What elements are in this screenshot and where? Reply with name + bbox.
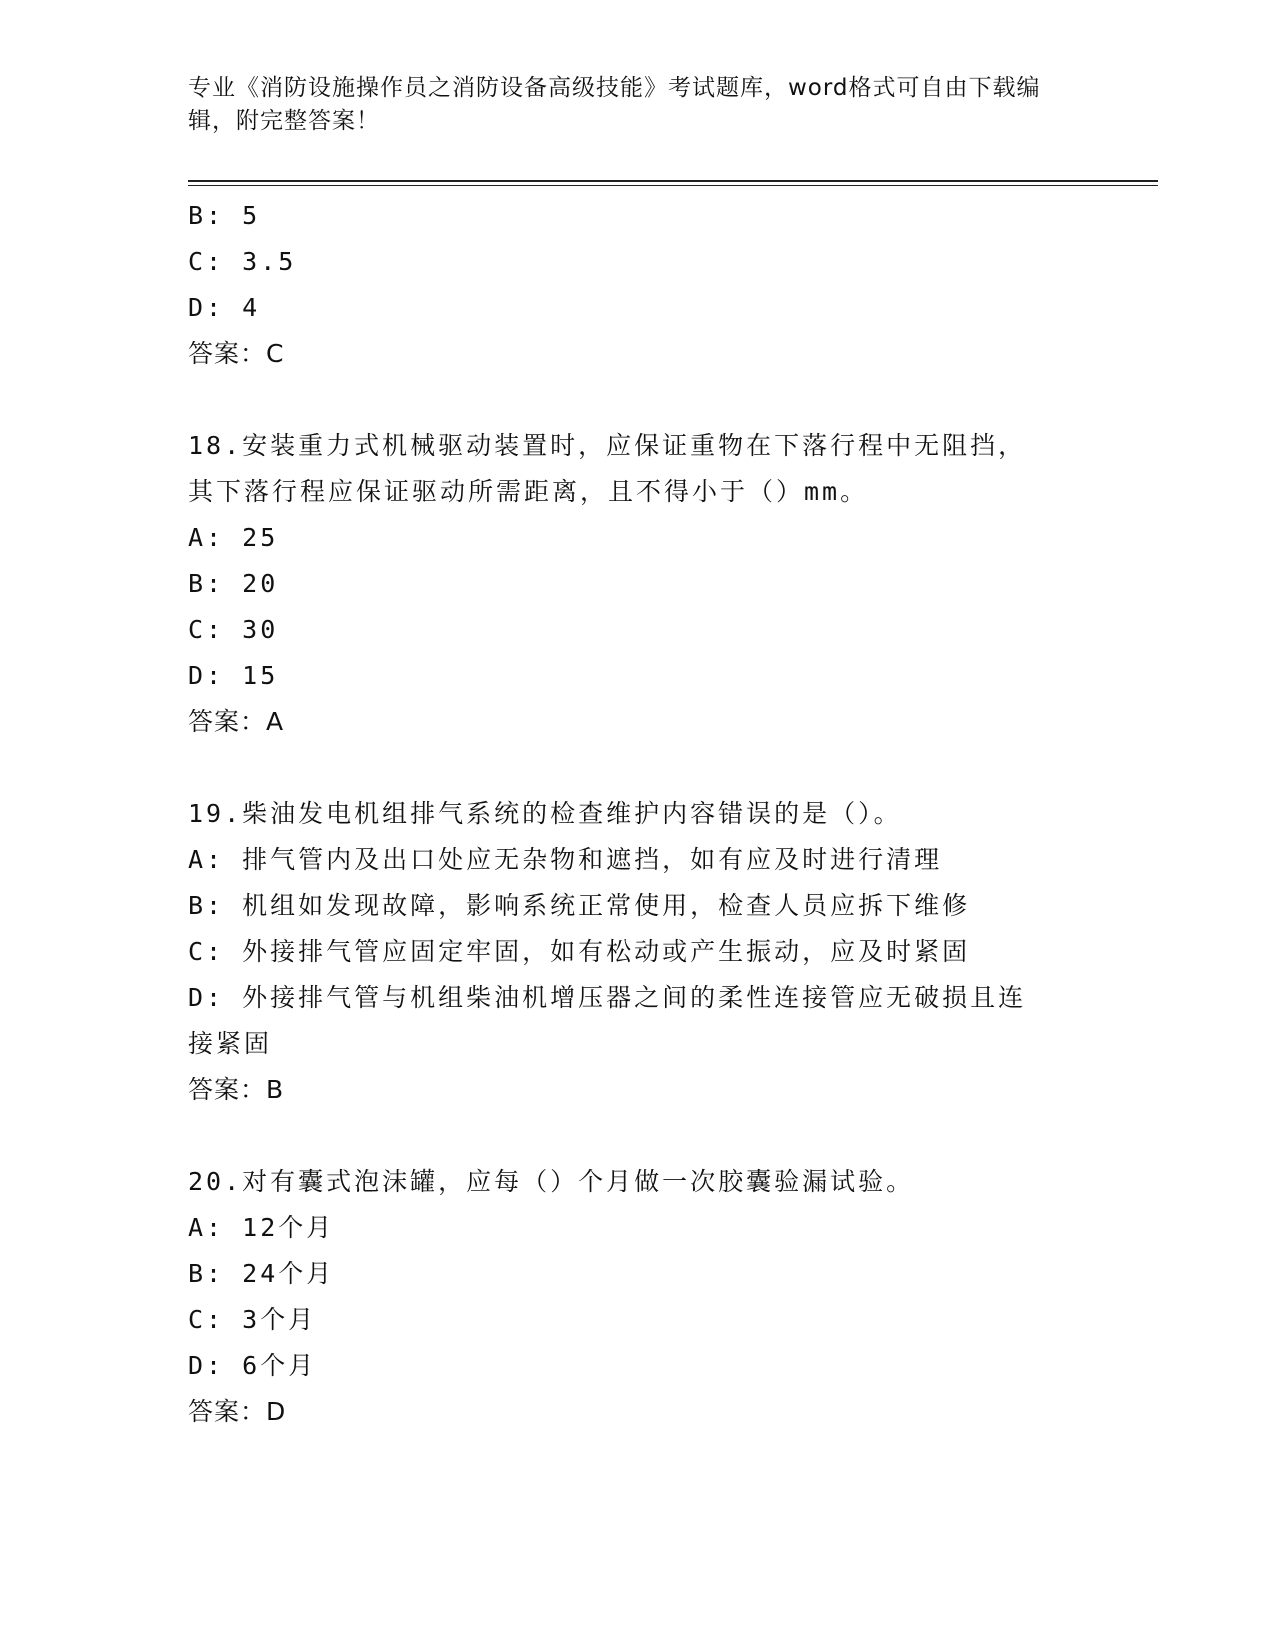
option-b: B: 24个月 [188, 1259, 335, 1288]
question-list [188, 193, 1088, 1435]
spacer [188, 1113, 1088, 1159]
option-d: D: 6个月 [188, 1351, 317, 1380]
option-c: C: 3个月 [188, 1305, 317, 1334]
option-c: C: 外接排气管应固定牢固，如有松动或产生振动，应及时紧固 [188, 937, 971, 966]
question-stem: 20.对有囊式泡沫罐，应每（）个月做一次胶囊验漏试验。 [188, 1167, 915, 1196]
option-b: B: 机组如发现故障，影响系统正常使用，检查人员应拆下维修 [188, 891, 971, 920]
prev-question-block [188, 193, 1088, 377]
option-c: C: 30 [188, 615, 279, 644]
option-a: A: 12个月 [188, 1213, 335, 1242]
question-stem: 18.安装重力式机械驱动装置时，应保证重物在下落行程中无阻挡，其下落行程应保证驱动所需距离，且不得小于（）mm。 [188, 431, 1027, 506]
question-18 [188, 423, 1088, 745]
document-header: 专业《消防设施操作员之消防设备高级技能》考试题库，word格式可自由下载编辑，附完整答案！ [188, 75, 1041, 134]
option-c: C: 3.5 [188, 247, 297, 276]
header-divider-thin [188, 185, 1158, 186]
spacer [188, 377, 1088, 423]
answer-line: 答案：A [188, 707, 285, 736]
question-20 [188, 1159, 1088, 1435]
option-d: D: 外接排气管与机组柴油机增压器之间的柔性连接管应无破损且连接紧固 [188, 983, 1027, 1058]
answer-line: 答案：C [188, 339, 285, 368]
option-b: B: 20 [188, 569, 279, 598]
header-divider-thick [188, 180, 1158, 182]
option-b: B: 5 [188, 201, 261, 230]
answer-line: 答案：B [188, 1075, 285, 1104]
option-d: D: 4 [188, 293, 261, 322]
question-19 [188, 791, 1088, 1113]
question-stem: 19.柴油发电机组排气系统的检查维护内容错误的是（）。 [188, 799, 902, 828]
option-a: A: 25 [188, 523, 279, 552]
answer-line: 答案：D [188, 1397, 287, 1426]
option-a: A: 排气管内及出口处应无杂物和遮挡，如有应及时进行清理 [188, 845, 943, 874]
spacer [188, 745, 1088, 791]
option-d: D: 15 [188, 661, 279, 690]
